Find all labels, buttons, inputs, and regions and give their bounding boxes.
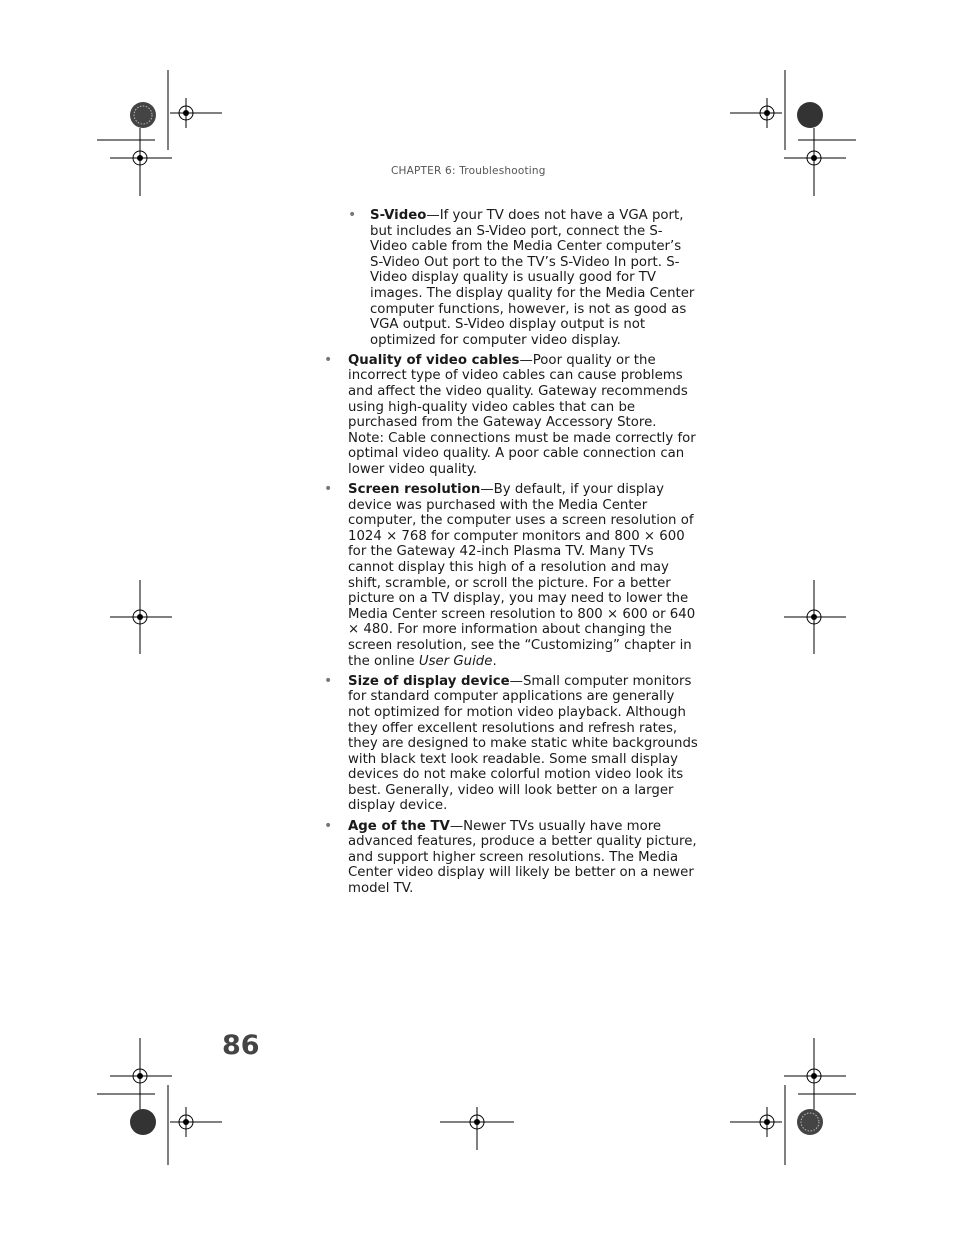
item-text: —By default, if your display device was purchased with the Media Center computer, the computer uses a screen resolution of 1024 × 768 for computer monitors and 800 × 600 for the Gateway 42-inch Plasma TV. Many TVs cannot display this high of a resolution and may shift, scramble, or scroll the picture. For a better picture on a TV display, you may need to lower the Media Center screen resolution to 800 × 600 or 640 × 480. For more information about changing the screen resolution, see the “Customizing” chapter in the online <box>348 482 696 669</box>
chapter-label: CHAPTER <box>391 165 442 177</box>
registration-target-bottom-right <box>797 1109 823 1135</box>
item-term: Size of display device <box>348 673 510 689</box>
registration-target-top-right <box>797 102 823 128</box>
running-header <box>391 165 546 177</box>
list-item-tv-age <box>324 817 700 897</box>
item-text: —Small computer monitors for standard computer applications are generally not optimized for motion video playback. Although they offer excellent resolutions and refresh rates, they are designed to make static white backgrounds with black text look readable. Some small display devices do not make colorful motion video look its best. Generally, video will look better on a larger display device. <box>348 673 698 814</box>
item-note: Note: Cable connections must be made correctly for optimal video quality. A poor cable connection can lower video quality. <box>348 430 696 477</box>
list-item-screen-resolution <box>324 481 700 669</box>
item-text-end: . <box>492 653 497 669</box>
header-separator: : <box>451 165 456 177</box>
item-term: Quality of video cables <box>348 352 520 368</box>
item-term: Screen resolution <box>348 482 481 498</box>
bullet-list <box>320 208 700 901</box>
list-item-video-cables <box>324 351 700 478</box>
bullet-icon: • <box>324 481 333 498</box>
user-guide-reference: User Guide <box>418 653 493 669</box>
bullet-icon: • <box>324 672 333 689</box>
registration-target-bottom-left <box>130 1109 156 1135</box>
item-text: —Newer TVs usually have more advanced features, produce a better quality picture, and support higher screen resolutions. The Media Center video display will likely be better on a newer model TV. <box>348 818 697 896</box>
chapter-number: 6 <box>445 165 452 177</box>
section-title: Troubleshooting <box>459 165 546 177</box>
page-number: 86 <box>222 1030 260 1061</box>
registration-target-top-left <box>130 102 156 128</box>
item-text: —Poor quality or the incorrect type of video cables can cause problems and affect the video quality. Gateway recommends using high-quality video cables that can be purchased from the Gateway Accessory Store. <box>348 352 688 431</box>
bullet-icon: • <box>348 207 357 223</box>
list-item-s-video <box>348 207 698 348</box>
bullet-icon: • <box>324 351 333 368</box>
list-item-display-size <box>324 672 700 814</box>
item-term: Age of the TV <box>348 818 450 834</box>
item-text: —If your TV does not have a VGA port, but includes an S-Video port, connect the S-Video cable from the Media Center computer’s S-Video Out port to the TV’s S-Video In port. S-Video display quality is usually good for TV images. The display quality for the Media Center computer functions, however, is not as good as VGA output. S-Video display output is not optimized for computer video display. <box>370 208 695 348</box>
item-term: S-Video <box>370 208 427 223</box>
bullet-icon: • <box>324 817 333 834</box>
